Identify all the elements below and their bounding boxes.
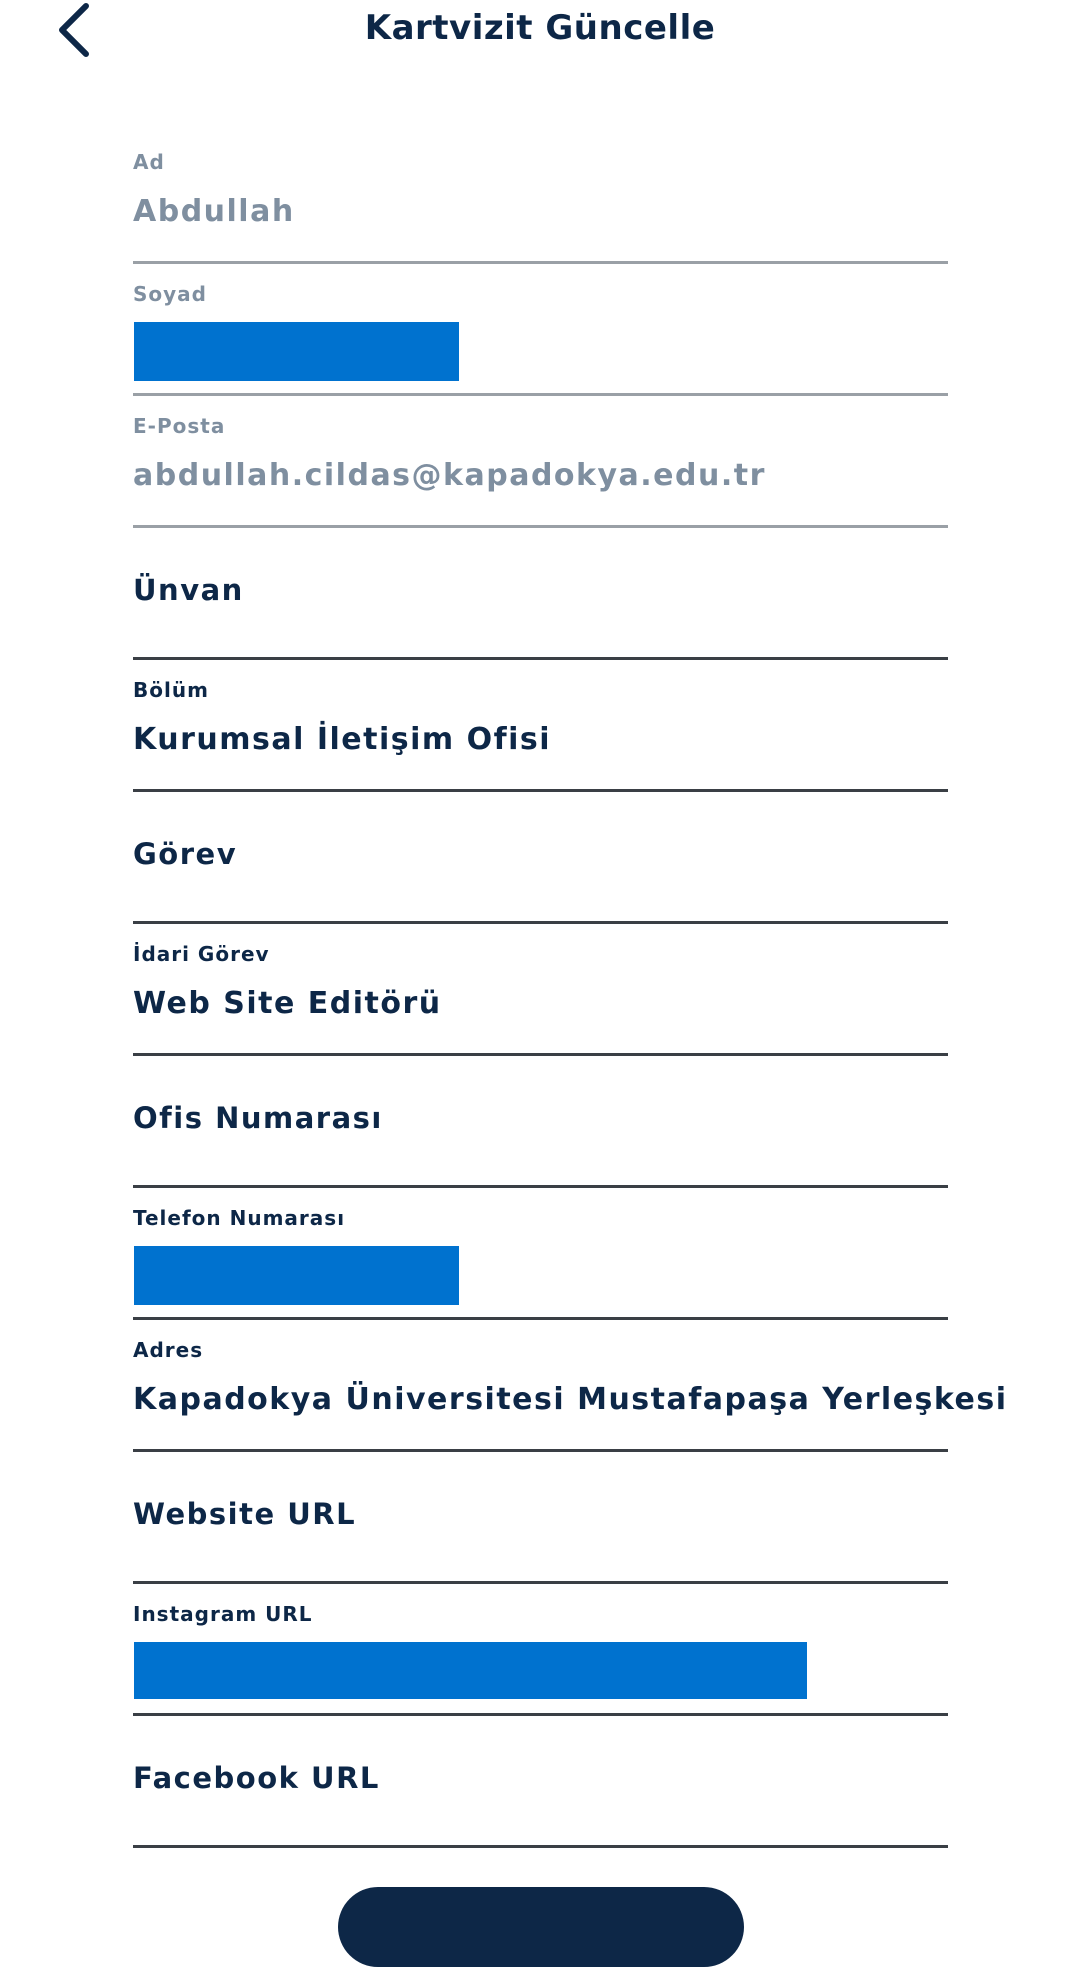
instagram-url-label: Instagram URL — [133, 1602, 313, 1626]
instagram-url-redacted-value — [134, 1642, 807, 1699]
role-placeholder: Görev — [133, 837, 238, 871]
facebook-url-placeholder: Facebook URL — [133, 1761, 380, 1795]
department-label: Bölüm — [133, 678, 209, 702]
business-card-form — [133, 132, 1008, 1848]
instagram-url-field[interactable] — [133, 1584, 948, 1716]
department-field[interactable] — [133, 660, 948, 792]
office-number-placeholder: Ofis Numarası — [133, 1101, 383, 1135]
administrative-role-label: İdari Görev — [133, 942, 270, 966]
phone-number-field[interactable] — [133, 1188, 948, 1320]
first-name-label: Ad — [133, 150, 165, 174]
page-title: Kartvizit Güncelle — [364, 8, 716, 48]
email-value: abdullah.cildas@kapadokya.edu.tr — [133, 458, 766, 493]
first-name-value: Abdullah — [133, 194, 295, 229]
title-placeholder: Ünvan — [133, 573, 244, 607]
website-url-placeholder: Website URL — [133, 1497, 357, 1531]
last-name-redacted-value — [134, 322, 459, 381]
department-value: Kurumsal İletişim Ofisi — [133, 722, 552, 757]
address-label: Adres — [133, 1338, 204, 1362]
save-button[interactable] — [338, 1887, 744, 1967]
phone-number-redacted-value — [134, 1246, 459, 1305]
facebook-url-field[interactable] — [133, 1716, 948, 1848]
header — [0, 0, 1080, 70]
phone-number-label: Telefon Numarası — [133, 1206, 346, 1230]
address-value: Kapadokya Üniversitesi Mustafapaşa Yerleşkesi — [133, 1382, 1008, 1417]
administrative-role-field[interactable] — [133, 924, 948, 1056]
website-url-field[interactable] — [133, 1452, 948, 1584]
role-field[interactable] — [133, 792, 948, 924]
address-field[interactable] — [133, 1320, 1008, 1452]
email-field[interactable] — [133, 396, 948, 528]
last-name-label: Soyad — [133, 282, 207, 306]
email-label: E-Posta — [133, 414, 226, 438]
administrative-role-value: Web Site Editörü — [133, 986, 442, 1021]
last-name-field[interactable] — [133, 264, 948, 396]
first-name-field[interactable] — [133, 132, 948, 264]
title-field[interactable] — [133, 528, 948, 660]
office-number-field[interactable] — [133, 1056, 948, 1188]
